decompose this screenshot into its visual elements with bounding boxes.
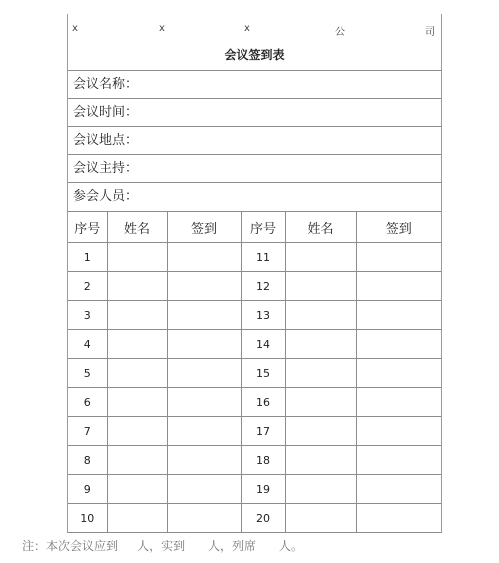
row-number: 17	[241, 417, 285, 446]
sign-cell[interactable]	[356, 243, 441, 272]
name-cell[interactable]	[107, 417, 167, 446]
row-number: 8	[68, 446, 107, 475]
name-cell[interactable]	[285, 359, 356, 388]
sign-cell[interactable]	[356, 359, 441, 388]
sign-cell[interactable]	[356, 272, 441, 301]
row-number: 13	[241, 301, 285, 330]
sign-cell[interactable]	[356, 417, 441, 446]
sign-cell[interactable]	[167, 359, 241, 388]
name-cell[interactable]	[107, 446, 167, 475]
attendance-footnote: 注：本次会议应到 人，实到 人，列席 人。	[22, 539, 303, 553]
name-cell[interactable]	[285, 417, 356, 446]
company-header	[68, 14, 441, 40]
sign-cell[interactable]	[167, 243, 241, 272]
name-cell[interactable]	[107, 359, 167, 388]
sign-cell[interactable]	[167, 446, 241, 475]
name-cell[interactable]	[285, 446, 356, 475]
table-row	[68, 330, 441, 359]
name-cell[interactable]	[285, 330, 356, 359]
sign-cell[interactable]	[356, 446, 441, 475]
sign-cell[interactable]	[356, 330, 441, 359]
header-letter: 公	[335, 27, 345, 38]
row-number: 2	[68, 272, 107, 301]
table-row	[68, 388, 441, 417]
name-cell[interactable]	[107, 504, 167, 533]
name-cell[interactable]	[107, 388, 167, 417]
row-number: 4	[68, 330, 107, 359]
sign-cell[interactable]	[167, 475, 241, 504]
table-row	[68, 475, 441, 504]
header-letter: x	[159, 23, 165, 34]
info-meeting-time: 会议时间：	[68, 99, 441, 127]
name-cell[interactable]	[107, 301, 167, 330]
row-number: 3	[68, 301, 107, 330]
header-letter: 司	[425, 27, 435, 38]
name-cell[interactable]	[285, 504, 356, 533]
sign-cell[interactable]	[167, 504, 241, 533]
col-header-sign: 签到	[356, 212, 441, 243]
table-header-row	[68, 212, 441, 243]
header-letter: x	[72, 23, 78, 34]
row-number: 11	[241, 243, 285, 272]
table-row	[68, 272, 441, 301]
info-meeting-name: 会议名称：	[68, 71, 441, 99]
attendance-table	[68, 211, 441, 533]
row-number: 18	[241, 446, 285, 475]
table-row	[68, 243, 441, 272]
name-cell[interactable]	[107, 475, 167, 504]
sign-in-sheet	[67, 14, 442, 533]
name-cell[interactable]	[285, 272, 356, 301]
name-cell[interactable]	[107, 330, 167, 359]
name-cell[interactable]	[285, 388, 356, 417]
row-number: 1	[68, 243, 107, 272]
sign-cell[interactable]	[167, 417, 241, 446]
row-number: 5	[68, 359, 107, 388]
row-number: 12	[241, 272, 285, 301]
sign-cell[interactable]	[356, 504, 441, 533]
info-meeting-place: 会议地点：	[68, 127, 441, 155]
col-header-sign: 签到	[167, 212, 241, 243]
table-row	[68, 359, 441, 388]
info-attendees: 参会人员：	[73, 189, 139, 204]
sign-cell[interactable]	[167, 330, 241, 359]
info-meeting-host: 会议主持：	[68, 155, 441, 183]
col-header-name: 姓名	[285, 212, 356, 243]
row-number: 7	[68, 417, 107, 446]
name-cell[interactable]	[107, 243, 167, 272]
sheet-title: 会议签到表	[68, 40, 441, 71]
row-number: 10	[68, 504, 107, 533]
sign-cell[interactable]	[167, 388, 241, 417]
col-header-number: 序号	[68, 212, 107, 243]
sign-cell[interactable]	[167, 301, 241, 330]
row-number: 15	[241, 359, 285, 388]
table-row	[68, 417, 441, 446]
sign-cell[interactable]	[356, 301, 441, 330]
row-number: 14	[241, 330, 285, 359]
sign-cell[interactable]	[167, 272, 241, 301]
name-cell[interactable]	[285, 243, 356, 272]
row-number: 20	[241, 504, 285, 533]
name-cell[interactable]	[107, 272, 167, 301]
row-number: 19	[241, 475, 285, 504]
header-letter: x	[244, 23, 250, 34]
row-number: 16	[241, 388, 285, 417]
table-row	[68, 301, 441, 330]
name-cell[interactable]	[285, 475, 356, 504]
col-header-number: 序号	[241, 212, 285, 243]
sign-cell[interactable]	[356, 475, 441, 504]
table-row	[68, 446, 441, 475]
table-row	[68, 504, 441, 533]
row-number: 6	[68, 388, 107, 417]
name-cell[interactable]	[285, 301, 356, 330]
sign-cell[interactable]	[356, 388, 441, 417]
col-header-name: 姓名	[107, 212, 167, 243]
row-number: 9	[68, 475, 107, 504]
